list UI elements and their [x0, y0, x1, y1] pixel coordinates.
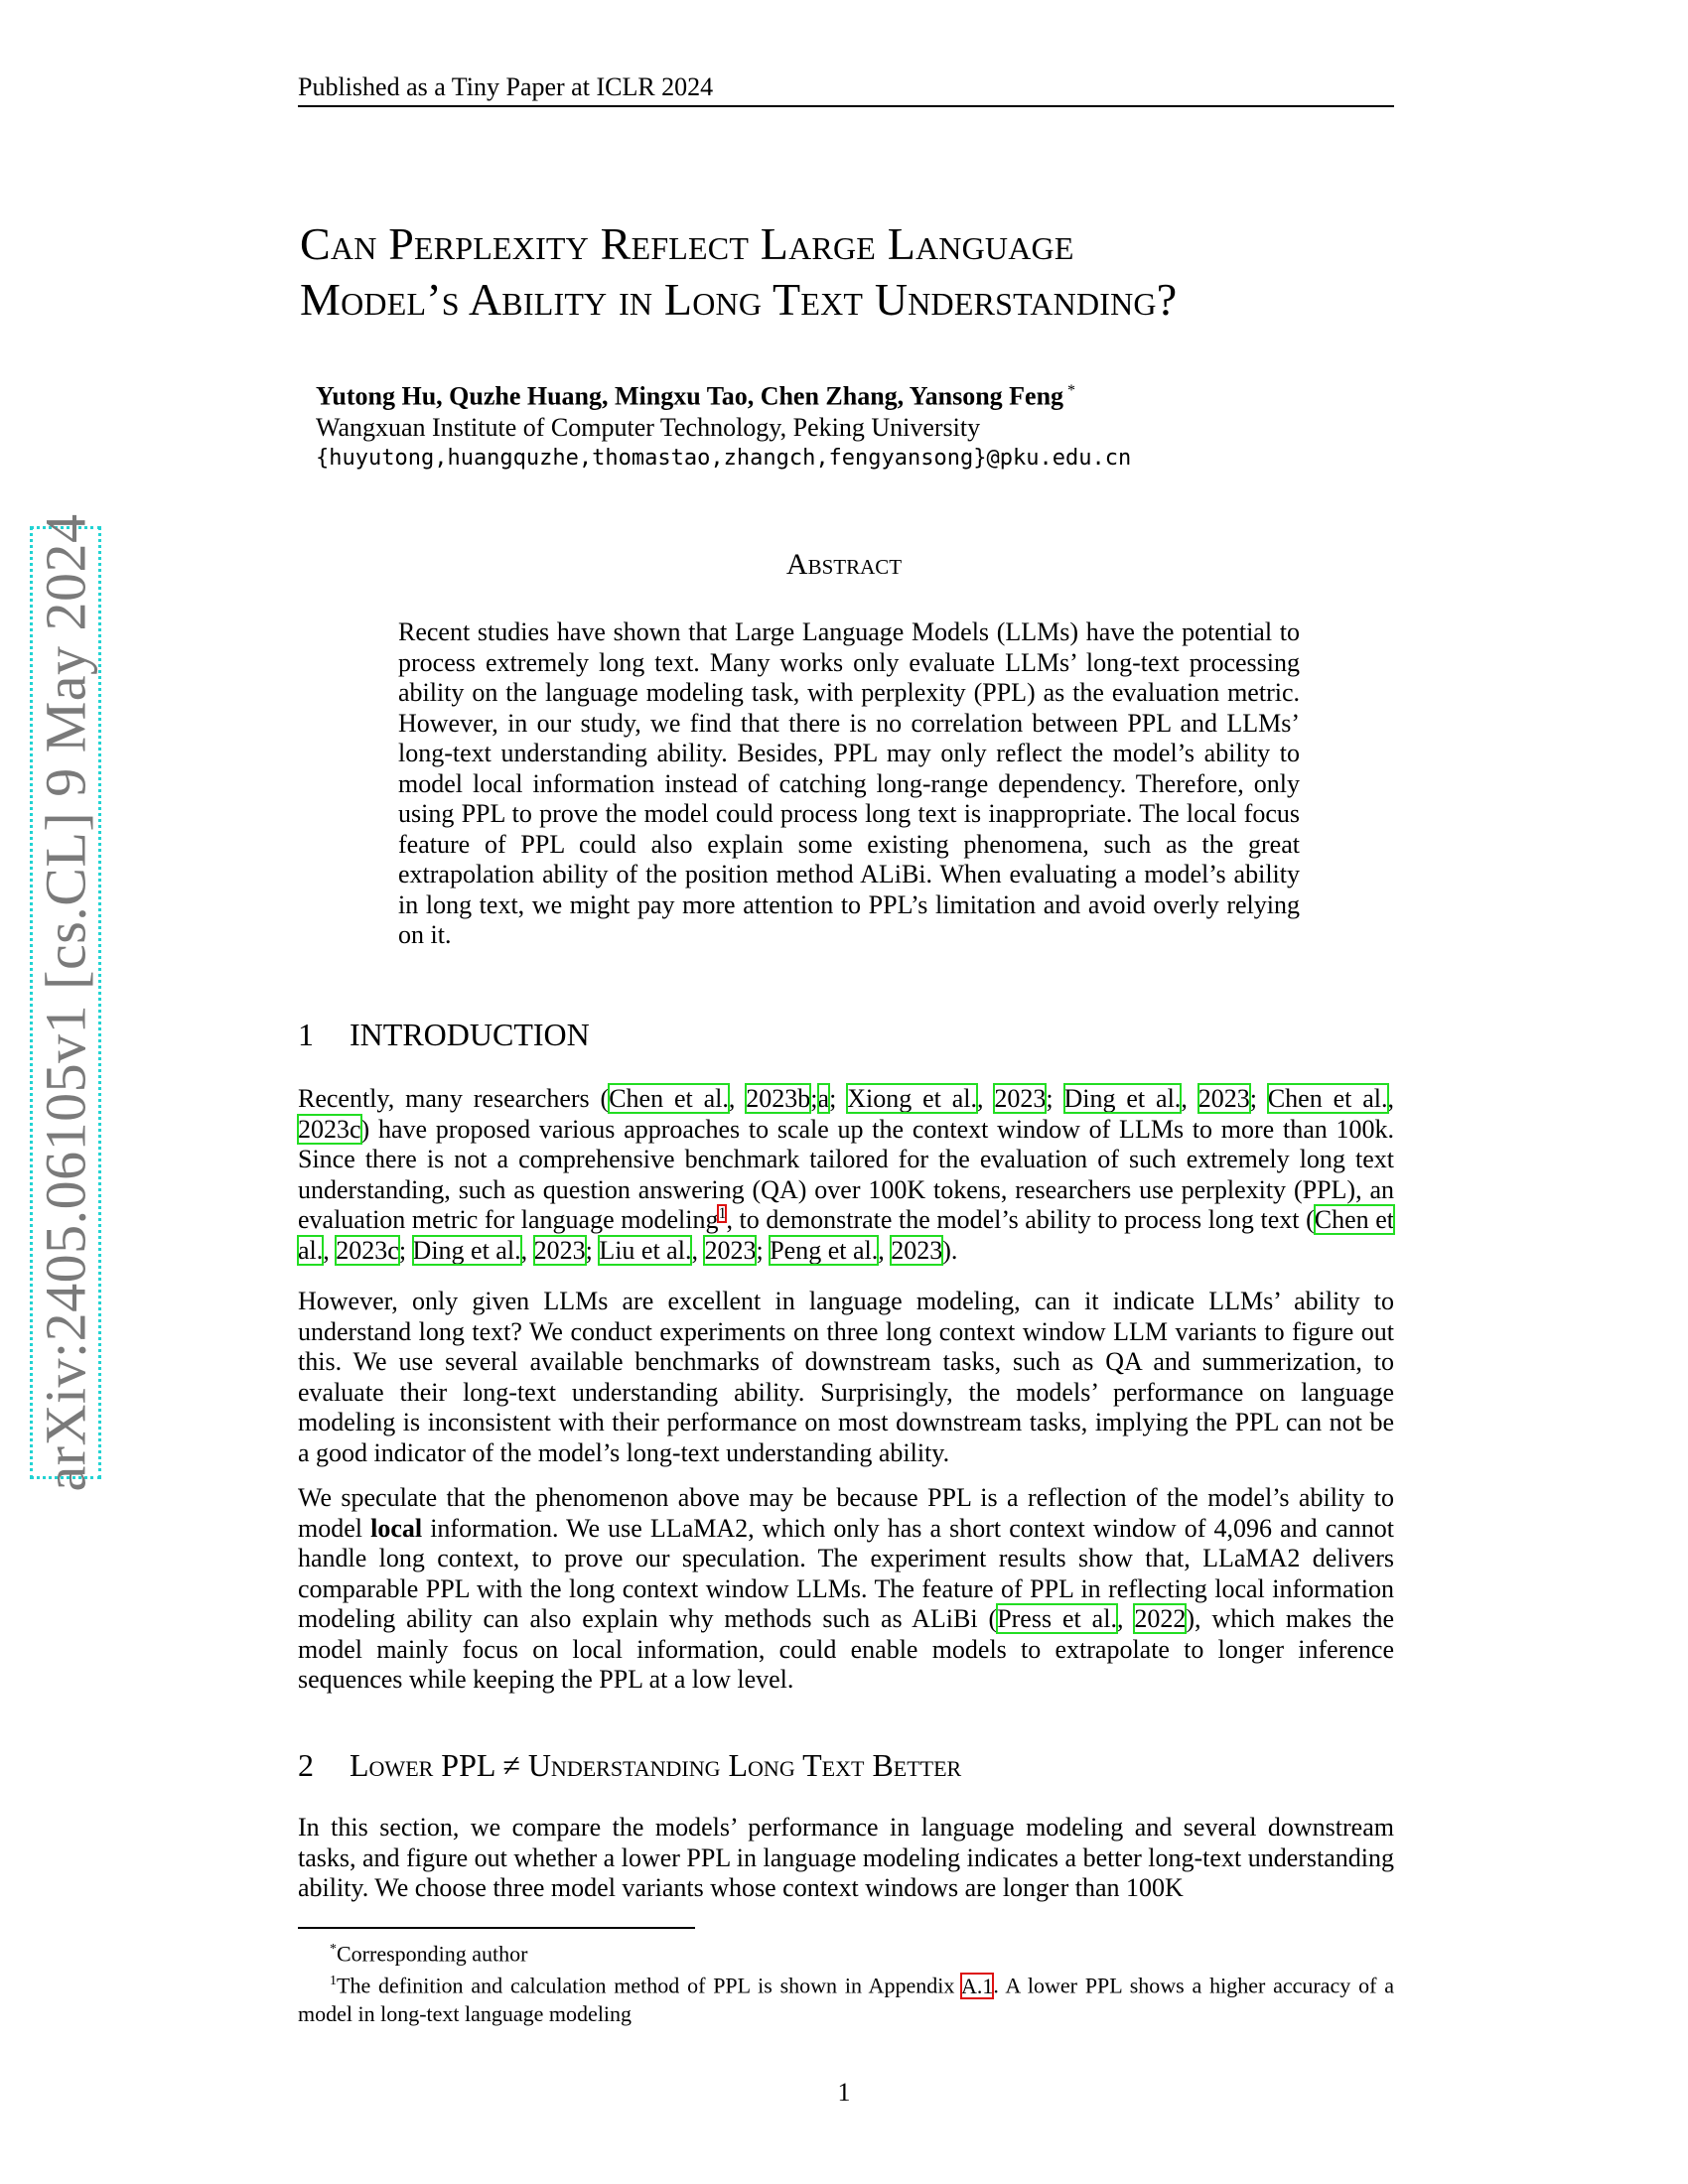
text: ,: [878, 1235, 892, 1265]
citation-link[interactable]: Ding et al.: [1063, 1084, 1182, 1113]
citation-link[interactable]: Press et al.: [997, 1604, 1117, 1633]
text: ;: [1249, 1084, 1268, 1113]
section-number: 1: [298, 1017, 314, 1052]
text: ,: [520, 1235, 534, 1265]
citation-link[interactable]: Chen et al.: [1267, 1084, 1388, 1113]
text: ), which makes the model mainly focus on local information, could enable models to extrapolate to longer inference sequences while keeping the PPL at a low level.: [298, 1604, 1395, 1694]
footnote-text: . A lower PPL shows a higher accuracy of a model in long-text language modeling: [298, 1973, 1394, 2026]
footnote-mark: *: [330, 1942, 337, 1957]
footnote-mark: 1: [330, 1974, 337, 1989]
intro-paragraph-3: [298, 1483, 1394, 1696]
section-2-paragraph-1: In this section, we compare the models’ performance in language modeling and several downstream tasks, and figure out whether a lower PPL in language modeling indicates a better long-text understanding ability. We choose three model variants whose context windows are longer than 100K: [298, 1813, 1394, 1902]
corresponding-author-mark[interactable]: *: [1067, 382, 1076, 399]
text: ,: [728, 1084, 747, 1113]
emphasis-local: local: [370, 1513, 423, 1543]
citation-link[interactable]: 2023c: [336, 1235, 399, 1265]
appendix-ref-link[interactable]: A.1: [960, 1973, 994, 1998]
text: ;: [585, 1235, 600, 1265]
text: ;: [398, 1235, 413, 1265]
citation-link[interactable]: Peng et al.: [770, 1235, 879, 1265]
intro-paragraph-2: However, only given LLMs are excellent in language modeling, can it indicate LLMs’ ability to understand long text? We conduct experiments on three long context window LLM variants to figure out this. We use several available benchmarks of downstream tasks, such as QA and summerization, to evaluate their long-text understanding ability. Surprisingly, the models’ performance on language modeling is inconsistent with their performance on most downstream tasks, implying the PPL can not be a good indicator of the model’s long-text understanding ability.: [298, 1287, 1394, 1467]
text: We speculate that the phenomenon above may be because PPL is a reflection of the model’s ability to model: [298, 1483, 1394, 1543]
text: information. We use LLaMA2, which only has a short context window of 4,096 and cannot handle long context, to prove our speculation. The experiment results show that, LLaMA2 delivers comparable PPL with the long context window LLMs. The feature of PPL in reflecting local information modeling ability can also explain why methods such as ALiBi (: [298, 1513, 1394, 1633]
footnote-text: The definition and calculation method of PPL is shown in Appendix: [337, 1973, 961, 1998]
paper-title-line-2: Model’s Ability in Long Text Understanding?: [300, 274, 1178, 325]
footnote-corresponding-author: [298, 1936, 1394, 1968]
citation-link[interactable]: 2022: [1134, 1604, 1187, 1633]
text: ;: [1046, 1084, 1064, 1113]
section-heading-lower-ppl: [298, 1745, 961, 1785]
paper-title-line-1: Can Perplexity Reflect Large Language: [300, 218, 1074, 269]
section-title: Lower PPL ≠ Understanding Long Text Better: [350, 1747, 962, 1783]
citation-link[interactable]: 2023: [891, 1235, 943, 1265]
running-header: Published as a Tiny Paper at ICLR 2024: [298, 71, 1394, 107]
author-emails: {huyutong,huangquzhe,thomastao,zhangch,fengyansong}@pku.edu.cn: [316, 445, 1132, 471]
text: ;: [756, 1235, 771, 1265]
footnote-divider: [298, 1927, 695, 1929]
author-names: Yutong Hu, Quzhe Huang, Mingxu Tao, Chen Zhang, Yansong Feng: [316, 381, 1064, 411]
author-affiliation: Wangxuan Institute of Computer Technology, Peking University: [316, 412, 981, 442]
footnotes: [298, 1936, 1394, 2028]
text: ) have proposed various approaches to scale up the context window of LLMs to more than 100k. Since there is not a comprehensive benchmark tailored for the evaluation of such extremely long text understanding, such as question answering (QA) over 100K tokens, researchers use perplexity (PPL), an evaluation metric for language modeling: [298, 1114, 1394, 1234]
section-number: 2: [298, 1747, 314, 1783]
arxiv-identifier-stamp[interactable]: [30, 513, 101, 1492]
arxiv-identifier-text: arXiv:2405.06105v1 [cs.CL] 9 May 2024: [33, 513, 98, 1492]
citation-link[interactable]: Ding et al.: [412, 1235, 521, 1265]
text: ,: [977, 1084, 995, 1113]
citation-link[interactable]: 2023: [1197, 1084, 1250, 1113]
text: ,: [1181, 1084, 1198, 1113]
text: ,: [1387, 1084, 1394, 1113]
section-heading-introduction: [298, 1015, 590, 1054]
text: ,: [691, 1235, 705, 1265]
text: ).: [942, 1235, 958, 1265]
abstract-body: Recent studies have shown that Large Language Models (LLMs) have the potential to process extremely long text. Many works only evaluate LLMs’ long-text processing ability on the language modeling task, with perplexity (PPL) as the evaluation metric. However, in our study, we find that there is no correlation between PPL and LLMs’ long-text understanding ability. Besides, PPL may only reflect the model’s ability to model local information instead of catching long-range dependency. Therefore, only using PPL to prove the model could process long text is inappropriate. The local focus feature of PPL could also explain some existing phenomena, such as the great extrapolation ability of the position method ALiBi. When evaluating a model’s ability in long text, we might pay more attention to PPL’s limitation and avoid overly relying on it.: [398, 617, 1300, 949]
footnote-ref-1[interactable]: 1: [718, 1205, 727, 1223]
section-title: INTRODUCTION: [350, 1017, 590, 1052]
page-number: 1: [837, 2078, 851, 2107]
citation-link[interactable]: Chen et al.: [298, 1205, 1395, 1265]
citation-link[interactable]: 2023: [994, 1084, 1047, 1113]
intro-paragraph-1: [298, 1084, 1394, 1266]
abstract-heading: Abstract: [785, 548, 903, 581]
citation-link[interactable]: Chen et al.: [609, 1084, 729, 1113]
text: ,: [1116, 1604, 1135, 1633]
footnote-text: Corresponding author: [337, 1941, 528, 1967]
citation-link[interactable]: Liu et al.: [599, 1235, 692, 1265]
citation-link[interactable]: 2023b: [746, 1084, 811, 1113]
text: ;: [829, 1084, 848, 1113]
text: , to demonstrate the model’s ability to process long text (: [726, 1205, 1315, 1234]
text: Recently, many researchers (: [298, 1084, 610, 1113]
citation-link[interactable]: 2023c: [298, 1114, 361, 1144]
paper-title: [300, 216, 1402, 328]
citation-link[interactable]: 2023: [704, 1235, 757, 1265]
citation-link[interactable]: Xiong et al.: [847, 1084, 977, 1113]
footnote-1: [298, 1968, 1394, 2027]
text: ;: [810, 1084, 818, 1113]
citation-link[interactable]: a: [817, 1084, 830, 1113]
citation-link[interactable]: 2023: [533, 1235, 586, 1265]
text: ,: [323, 1235, 337, 1265]
author-block: [316, 375, 1309, 474]
